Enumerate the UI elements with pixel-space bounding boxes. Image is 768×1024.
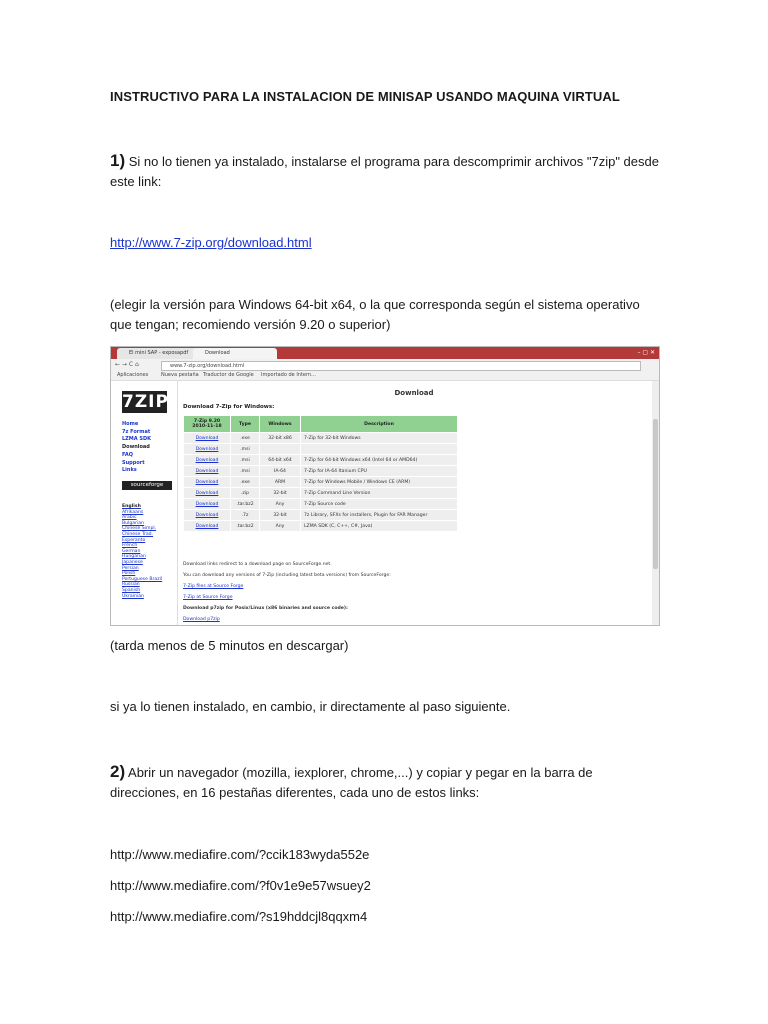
download-cell-link: Download: [184, 499, 230, 509]
description-cell: 7-Zip Command Line Version: [301, 488, 457, 498]
description-cell: 7-Zip Source code: [301, 499, 457, 509]
page-link: 7-Zip files at Source Forge: [183, 584, 244, 589]
windows-cell: Any: [260, 499, 300, 509]
language-item: Hungarian: [122, 554, 146, 560]
windows-cell: 64-bit x64: [260, 455, 300, 465]
bookmark: Nueva pestaña: [161, 372, 199, 378]
download-cell-link: Download: [184, 510, 230, 520]
document-title: INSTRUCTIVO PARA LA INSTALACION DE MINISAP USANDO MAQUINA VIRTUAL: [110, 89, 620, 104]
language-item: Spanish: [122, 587, 141, 593]
windows-cell: IA-64: [260, 466, 300, 476]
type-cell: .exe: [231, 433, 259, 443]
mediafire-link[interactable]: http://www.mediafire.com/?s19hddcjl8qqxm4: [110, 909, 368, 924]
download-cell-link: Download: [184, 444, 230, 454]
windows-cell: 32-bit: [260, 488, 300, 498]
7zip-download-link[interactable]: http://www.7-zip.org/download.html: [110, 235, 312, 250]
language-item: Chinese Trad.: [122, 531, 154, 537]
language-item: Russian: [122, 582, 140, 588]
description-cell: 7-Zip for Windows Mobile / Windows CE (ARM): [301, 477, 457, 487]
scrollbar: [652, 381, 659, 625]
step1-line1: [110, 151, 659, 172]
mediafire-link[interactable]: http://www.mediafire.com/?ccik183wyda552e: [110, 847, 370, 862]
download-heading: Download: [394, 389, 434, 397]
windows-cell: [260, 444, 300, 454]
browser-tab-bar: [111, 347, 659, 359]
language-list: [122, 504, 162, 599]
type-cell: .exe: [231, 477, 259, 487]
browser-nav-buttons: ← → C ⌂: [115, 361, 139, 368]
page-divider: [177, 381, 178, 625]
download-table-row: [184, 455, 457, 465]
step1-number: 1): [110, 151, 126, 170]
type-cell: .msi: [231, 444, 259, 454]
page-text: You can download any versions of 7-Zip (including latest beta versions) from SourceForge:: [183, 573, 391, 578]
sourceforge-logo: sourceforge: [122, 481, 172, 490]
download-table-row: [184, 477, 457, 487]
language-item: Afrikaans: [122, 509, 144, 515]
7zip-page: [111, 381, 651, 625]
download-time-note: (tarda menos de 5 minutos en descargar): [110, 638, 349, 653]
description-cell: 7-Zip for IA-64 Itanium CPU: [301, 466, 457, 476]
page-text: Download p7zip for Posix/Linux (x86 binaries and source code):: [183, 606, 348, 611]
language-item: Polish: [122, 571, 136, 577]
windows-cell: ARM: [260, 477, 300, 487]
sidebar-nav-item: Links: [122, 467, 137, 474]
language-item: Esperanto: [122, 537, 146, 543]
language-item: Ukrainian: [122, 593, 144, 599]
step2-line1: [110, 762, 593, 783]
language-item: Arabic: [122, 515, 137, 521]
language-item: Japanese: [122, 559, 143, 565]
table-header: Description: [301, 416, 457, 432]
language-item: Persian: [122, 565, 139, 571]
skip-note: si ya lo tienen instalado, en cambio, ir directamente al paso siguiente.: [110, 699, 511, 714]
7zip-sidebar-nav: [122, 421, 151, 475]
sidebar-nav-item: LZMA SDK: [122, 436, 152, 443]
type-cell: .msi: [231, 455, 259, 465]
download-subheading: Download 7-Zip for Windows:: [183, 404, 275, 410]
bookmark: Traductor de Google: [203, 372, 254, 378]
table-header: Type: [231, 416, 259, 432]
download-table-row: [184, 466, 457, 476]
description-cell: [301, 444, 457, 454]
type-cell: .7z: [231, 510, 259, 520]
download-table-row: [184, 521, 457, 531]
description-cell: 7z Library, SFXs for installers, Plugin for FAR Manager: [301, 510, 457, 520]
type-cell: .tar.bz2: [231, 499, 259, 509]
step1-note-line1: (elegir la versión para Windows 64-bit x64, o la que corresponda según el sistema operativo: [110, 297, 640, 312]
language-item: Chinese Simpl.: [122, 526, 157, 532]
download-table-row: [184, 433, 457, 443]
window-controls: – ▢ ✕: [637, 349, 655, 356]
download-table-row: [184, 488, 457, 498]
7zip-logo: 7ZIP: [122, 392, 169, 412]
download-table-row: [184, 444, 457, 454]
download-cell-link: Download: [184, 466, 230, 476]
language-item: French: [122, 543, 138, 549]
language-item: Bulgarian: [122, 520, 144, 526]
language-item: Portuguese Brazil: [122, 576, 163, 582]
description-cell: 7-Zip for 64-bit Windows x64 (Intel 64 or AMD64): [301, 455, 457, 465]
browser-url: www.7-zip.org/download.html: [161, 361, 641, 371]
download-cell-link: Download: [184, 433, 230, 443]
page-link: 7-Zip at Source Forge: [183, 595, 233, 600]
scrollbar-thumb: [653, 419, 658, 569]
download-table-row: [184, 499, 457, 509]
mediafire-link[interactable]: http://www.mediafire.com/?f0v1e9e57wsuey2: [110, 878, 371, 893]
download-cell-link: Download: [184, 521, 230, 531]
sidebar-nav-item: Home: [122, 421, 139, 427]
description-cell: 7-Zip for 32-bit Windows: [301, 433, 457, 443]
windows-cell: 32-bit x86: [260, 433, 300, 443]
type-cell: .zip: [231, 488, 259, 498]
table-header: Windows: [260, 416, 300, 432]
step1-note-line2: que tengan; recomiendo versión 9.20 o superior): [110, 317, 391, 332]
bookmark: Importado de Intern...: [261, 372, 316, 378]
bookmark: Aplicaciones: [117, 372, 149, 378]
sidebar-nav-item: Download: [122, 444, 150, 451]
browser-tab-active: Download: [193, 348, 277, 359]
language-item: English: [122, 504, 141, 509]
download-cell-link: Download: [184, 477, 230, 487]
download-table: [183, 415, 458, 532]
download-table-row: [184, 510, 457, 520]
windows-cell: 32-bit: [260, 510, 300, 520]
step2-number: 2): [110, 762, 126, 781]
bookmarks-bar: [111, 371, 659, 381]
description-cell: LZMA SDK (C, C++, C#, Java): [301, 521, 457, 531]
page-link: Download p7zip: [183, 617, 220, 622]
type-cell: .msi: [231, 466, 259, 476]
type-cell: .tar.bz2: [231, 521, 259, 531]
sidebar-nav-item: Support: [122, 459, 145, 466]
step2-line2: direcciones, en 16 pestañas diferentes, cada uno de estos links:: [110, 785, 480, 800]
windows-cell: Any: [260, 521, 300, 531]
sidebar-nav-item: 7z Format: [122, 428, 151, 435]
step1-text: Si no lo tienen ya instalado, instalarse el programa para descomprimir archivos "7zip" desde: [128, 154, 659, 169]
step2-text: Abrir un navegador (mozilla, iexplorer, chrome,...) y copiar y pegar en la barra de: [128, 765, 593, 780]
browser-tab: El mini SAP - exposapdf: [117, 348, 201, 359]
table-header: 7-Zip 9.20 2010-11-18: [184, 416, 230, 432]
step1-line2: este link:: [110, 174, 162, 189]
language-item: German: [122, 548, 141, 554]
download-cell-link: Download: [184, 488, 230, 498]
page-text: Download links redirect to a download page on SourceForge.net.: [183, 562, 332, 567]
download-cell-link: Download: [184, 455, 230, 465]
sidebar-nav-item: FAQ: [122, 451, 133, 458]
7zip-website-screenshot: [110, 346, 660, 626]
